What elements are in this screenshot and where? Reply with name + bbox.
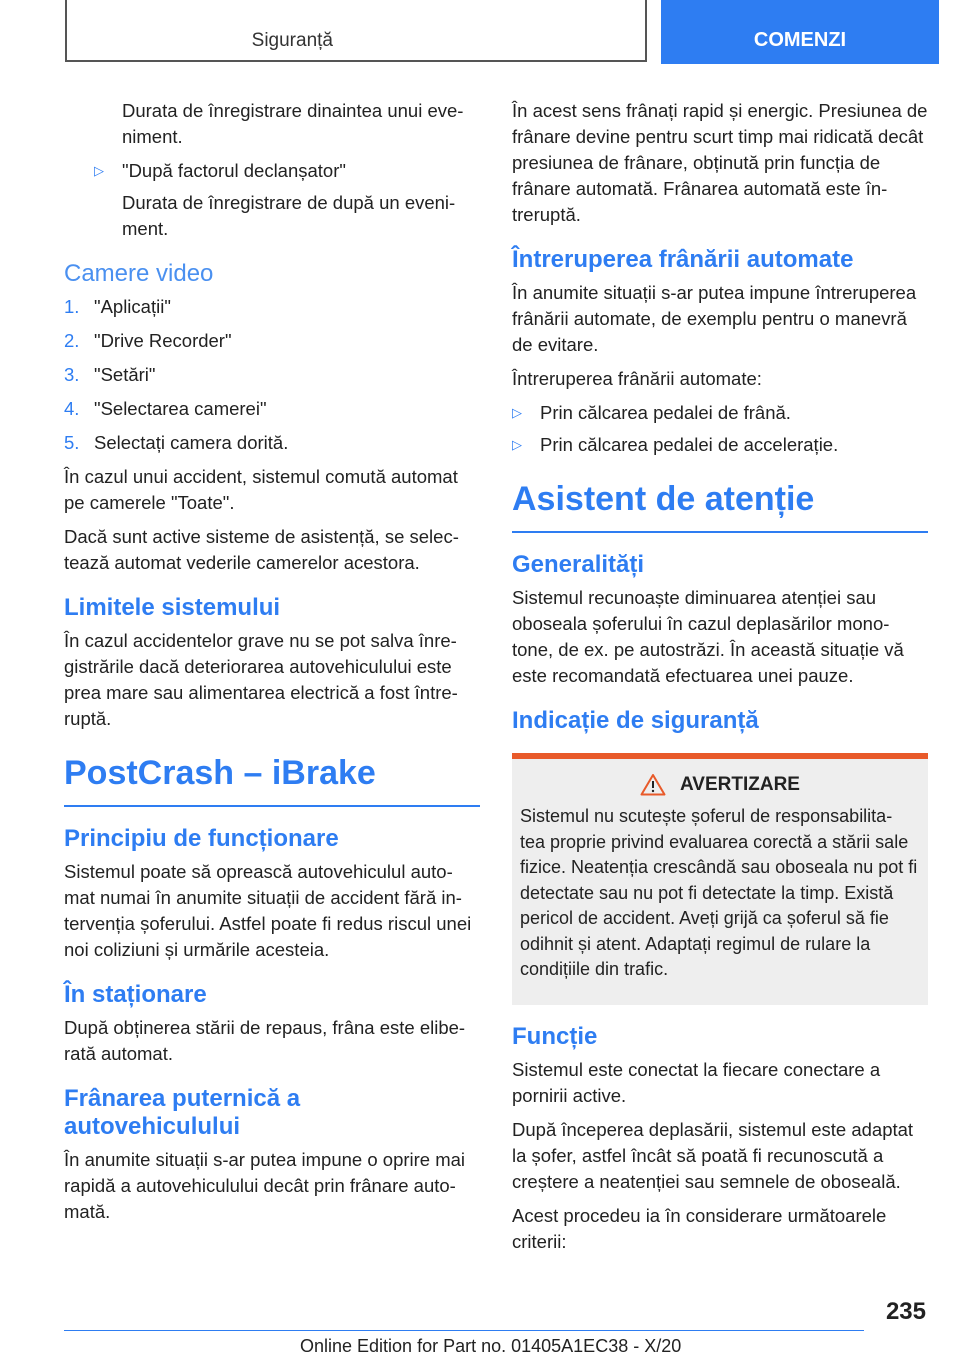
warning-text: Sistemul nu scutește șoferul de responsabilita‐ tea proprie privind evaluarea corectă a stării sale fizice. Neatenția crescândă sau oboseala nu pot fi detectate sau nu pot fi detectate la timp. Există pericol de accident. Aveți grijă ca șoferul să fie odihnit și atent. Adaptați regimul de rulare la condițiile din trafic. <box>520 806 918 979</box>
paragraph-accident: În cazul unui accident, sistemul comută automat pe camerele "Toate". <box>64 466 458 513</box>
list-item <box>64 328 480 354</box>
step-text: Selectați camera dorită. <box>94 432 289 453</box>
step-number: 3. <box>64 364 80 385</box>
heading-stationare: În staționare <box>64 981 207 1008</box>
right-column <box>512 98 928 1263</box>
heading-camere: Camere video <box>64 260 214 287</box>
triangle-bullet-icon: ▷ <box>512 437 522 452</box>
list-item-label: Prin călcarea pedalei de accelerație. <box>540 434 839 455</box>
paragraph-functie1: Sistemul este conectat la fiecare conectare a pornirii active. <box>512 1058 881 1106</box>
paragraph-franarea: În anumite situații s-ar putea impune o oprire mai rapidă a autovehiculului decât prin frânare auto‐ mată. <box>64 1149 466 1222</box>
list-item-label: "După factorul declanșator" <box>122 160 346 181</box>
warning-title: AVERTIZARE <box>680 773 800 795</box>
warning-header <box>520 773 920 796</box>
warning-box <box>512 753 928 1005</box>
paragraph-intrerupere: În anumite situații s-ar putea impune întreruperea frânării automate, de exemplu pentru o manevră de evitare. <box>512 282 917 355</box>
step-text: "Selectarea camerei" <box>94 398 267 419</box>
paragraph-intro1: Durata de înregistrare dinaintea unui eve‐ niment. <box>122 100 464 147</box>
heading-franarea: Frânarea puternică a autovehiculului <box>64 1085 301 1140</box>
paragraph-principiu: Sistemul poate să oprească autovehiculul auto‐ mat numai în anumite situații de accident fără in‐ tervenția șoferului. Astfel poate fi redus riscul unei noi coliziuni și urmările acesteia. <box>64 861 472 960</box>
list-item-label: Prin călcarea pedalei de frână. <box>540 402 791 423</box>
paragraph-asist: Dacă sunt active sisteme de asistență, se selec‐ tează automat vederile camerelor acestora. <box>64 526 459 573</box>
step-text: "Aplicații" <box>94 296 171 317</box>
paragraph-intro2: Durata de înregistrare de după un eveni‐ ment. <box>122 192 456 239</box>
paragraph-generalitati: Sistemul recunoaște diminuarea atenției sau oboseala șoferului în cazul deplasărilor mono‐ tone, de ex. pe autostrăzi. În această situație vă este recomandată efectuarea unei pauze. <box>512 587 904 686</box>
list-item <box>64 362 480 388</box>
paragraph-limite: În cazul accidentelor grave nu se pot salva înre‐ gistrările dacă deteriorarea autovehiculului este prea mare sau alimentarea electrică a fost între‐ ruptă. <box>64 630 458 729</box>
warning-triangle-icon <box>640 773 666 796</box>
tab-comenzi[interactable]: COMENZI <box>661 0 939 64</box>
step-number: 1. <box>64 296 80 317</box>
step-text: "Drive Recorder" <box>94 330 232 351</box>
step-number: 5. <box>64 432 80 453</box>
heading-generalitati: Generalități <box>512 551 645 578</box>
page-number: 235 <box>885 1298 926 1325</box>
heading-indicatie: Indicație de siguranță <box>512 707 759 734</box>
heading-principiu: Principiu de funcționare <box>64 825 339 852</box>
triangle-bullet-icon: ▷ <box>94 163 104 178</box>
heading-intrerupere: Întreruperea frânării automate <box>512 246 854 273</box>
list-item <box>64 396 480 422</box>
footer-edition: Online Edition for Part no. 01405A1EC38 - X/20 <box>300 1336 682 1356</box>
heading-functie: Funcție <box>512 1022 598 1050</box>
step-number: 2. <box>64 330 80 351</box>
paragraph-functie2: După începerea deplasării, sistemul este adaptat la șofer, astfel încât să poată fi recunoscută a creștere a neatenției sau semnele de oboseală. <box>512 1118 914 1192</box>
paragraph-frana: În acest sens frânați rapid și energic. Presiunea de frânare devine pentru scurt timp mai ridicată decât presiunea de frânare, obținută prin funcția de frânare automată. Frânarea automată este în‐ treruptă. <box>512 100 928 225</box>
heading-postcrash: PostCrash – iBrake <box>64 754 480 807</box>
list-item <box>64 430 480 456</box>
paragraph-intrerupere2: Întreruperea frânării automate: <box>512 368 762 389</box>
list-item <box>64 158 480 184</box>
left-column <box>64 98 480 1233</box>
triangle-bullet-icon: ▷ <box>512 405 522 420</box>
paragraph-stationare: După obținerea stării de repaus, frâna este elibe‐ rată automat. <box>64 1017 466 1064</box>
list-item <box>512 432 928 458</box>
heading-asistent: Asistent de atenție <box>512 480 928 533</box>
section-title: Siguranță <box>251 30 333 51</box>
list-item <box>512 400 928 426</box>
header-frame <box>65 0 647 62</box>
list-item <box>64 294 480 320</box>
paragraph-functie3: Acest procedeu ia în considerare următoarele criterii: <box>512 1204 887 1252</box>
step-text: "Setări" <box>94 364 156 385</box>
step-number: 4. <box>64 398 80 419</box>
heading-limite: Limitele sistemului <box>64 594 281 621</box>
footer-divider <box>64 1330 864 1331</box>
